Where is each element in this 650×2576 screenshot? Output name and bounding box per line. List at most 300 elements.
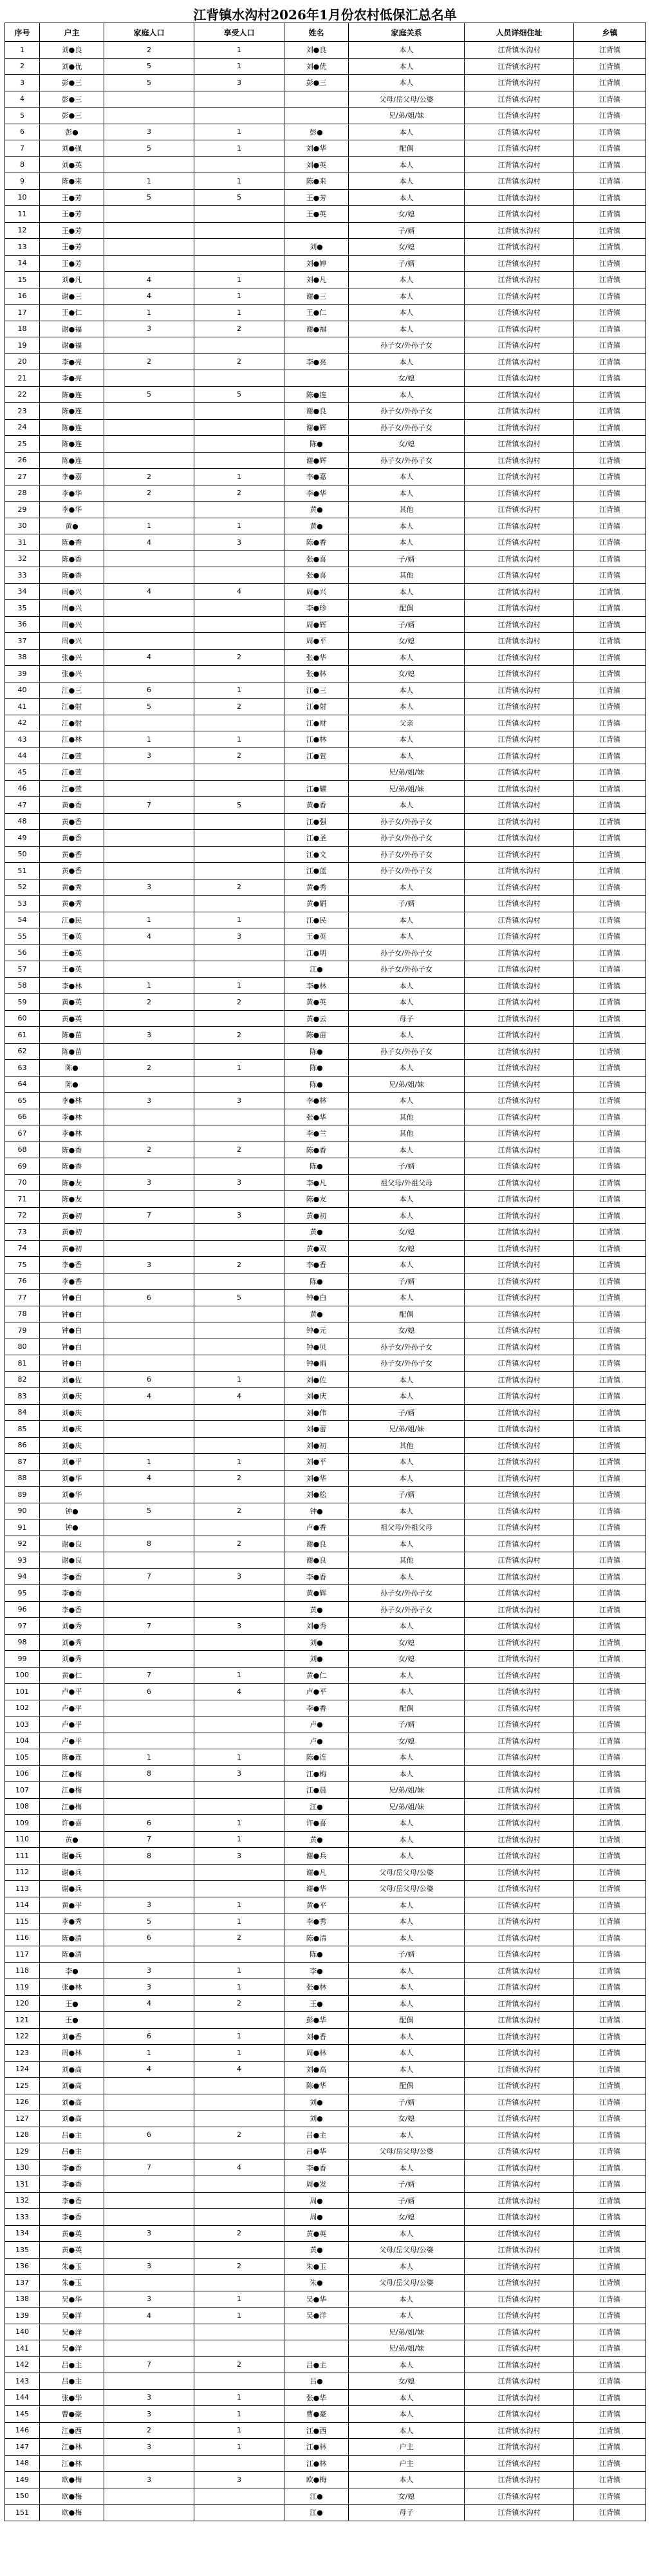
cell-household-size (104, 1487, 194, 1503)
cell-name: 张●华 (284, 2389, 349, 2406)
cell-beneficiaries: 1 (194, 2045, 284, 2062)
cell-beneficiaries: 1 (194, 1913, 284, 1930)
cell-township: 江背镇 (574, 1765, 646, 1782)
cell-index: 94 (5, 1568, 40, 1585)
cell-address: 江背镇水沟村 (465, 2258, 574, 2275)
table-row (5, 1848, 646, 1865)
cell-township: 江背镇 (574, 1470, 646, 1487)
cell-household-size: 7 (104, 1207, 194, 1224)
cell-household-size: 2 (104, 42, 194, 59)
cell-beneficiaries (194, 403, 284, 420)
cell-township: 江背镇 (574, 1125, 646, 1142)
cell-household-size: 4 (104, 649, 194, 666)
cell-beneficiaries: 1 (194, 1667, 284, 1684)
cell-beneficiaries: 1 (194, 42, 284, 59)
cell-beneficiaries (194, 2488, 284, 2505)
cell-householder: 黄●仁 (40, 1667, 104, 1684)
table-row (5, 2324, 646, 2340)
cell-township: 江背镇 (574, 2406, 646, 2423)
cell-beneficiaries: 3 (194, 534, 284, 551)
cell-address: 江背镇水沟村 (465, 2340, 574, 2357)
cell-address: 江背镇水沟村 (465, 1487, 574, 1503)
cell-beneficiaries: 1 (194, 2028, 284, 2045)
cell-household-size: 3 (104, 1897, 194, 1913)
cell-beneficiaries: 2 (194, 353, 284, 370)
cell-index: 42 (5, 715, 40, 731)
cell-index: 95 (5, 1585, 40, 1602)
cell-householder: 黄● (40, 518, 104, 534)
cell-name: 谢●福 (284, 321, 349, 337)
cell-address: 江背镇水沟村 (465, 830, 574, 847)
cell-township: 江背镇 (574, 452, 646, 469)
table-row (5, 550, 646, 567)
cell-relation: 本人 (349, 2061, 465, 2078)
cell-index: 102 (5, 1700, 40, 1716)
cell-relation: 女/媳 (349, 1634, 465, 1651)
cell-beneficiaries: 1 (194, 1815, 284, 1832)
cell-household-size (104, 1322, 194, 1339)
table-row (5, 1306, 646, 1322)
cell-beneficiaries: 1 (194, 1831, 284, 1848)
cell-name: 吕●华 (284, 2143, 349, 2160)
table-row (5, 830, 646, 847)
cell-address: 江背镇水沟村 (465, 2045, 574, 2062)
cell-index: 124 (5, 2061, 40, 2078)
cell-beneficiaries (194, 206, 284, 223)
cell-relation: 本人 (349, 1027, 465, 1044)
cell-household-size (104, 1010, 194, 1027)
cell-relation: 女/媳 (349, 2111, 465, 2127)
cell-index: 111 (5, 1848, 40, 1865)
cell-name: 刘● (284, 2111, 349, 2127)
cell-beneficiaries (194, 502, 284, 518)
cell-beneficiaries (194, 2455, 284, 2472)
cell-relation: 本人 (349, 1568, 465, 1585)
cell-township: 江背镇 (574, 2094, 646, 2111)
cell-beneficiaries: 2 (194, 879, 284, 896)
cell-household-size: 4 (104, 1388, 194, 1405)
cell-householder: 黄●英 (40, 1010, 104, 1027)
cell-index: 44 (5, 747, 40, 764)
header-cell: 姓名 (284, 23, 349, 42)
cell-relation: 本人 (349, 1815, 465, 1832)
cell-name: 周●发 (284, 2176, 349, 2193)
cell-household-size: 1 (104, 2045, 194, 2062)
table-row (5, 1421, 646, 1438)
cell-name: 刘●英 (284, 156, 349, 173)
cell-beneficiaries (194, 1864, 284, 1881)
cell-index: 23 (5, 403, 40, 420)
cell-index: 85 (5, 1421, 40, 1438)
cell-name: 陈●来 (284, 173, 349, 190)
cell-householder: 欧●梅 (40, 2472, 104, 2488)
cell-township: 江背镇 (574, 2258, 646, 2275)
table-row (5, 1765, 646, 1782)
cell-township: 江背镇 (574, 2308, 646, 2324)
cell-beneficiaries (194, 567, 284, 584)
cell-name (284, 91, 349, 108)
cell-index: 54 (5, 912, 40, 928)
cell-household-size (104, 2111, 194, 2127)
cell-name: 李●亮 (284, 353, 349, 370)
cell-beneficiaries (194, 666, 284, 682)
cell-name (284, 2324, 349, 2340)
cell-householder: 钟●白 (40, 1322, 104, 1339)
cell-household-size: 3 (104, 879, 194, 896)
cell-household-size: 6 (104, 2127, 194, 2143)
cell-beneficiaries: 1 (194, 1371, 284, 1388)
cell-householder: 王●芳 (40, 206, 104, 223)
cell-township: 江背镇 (574, 2488, 646, 2505)
cell-householder: 彭●三 (40, 91, 104, 108)
cell-index: 63 (5, 1060, 40, 1076)
cell-householder: 刘●庆 (40, 1388, 104, 1405)
cell-household-size (104, 502, 194, 518)
cell-householder: 李●亮 (40, 353, 104, 370)
cell-beneficiaries: 1 (194, 682, 284, 699)
cell-township: 江背镇 (574, 928, 646, 945)
cell-relation: 女/媳 (349, 2488, 465, 2505)
cell-householder: 江●梅 (40, 1765, 104, 1782)
cell-household-size (104, 1651, 194, 1668)
table-row (5, 1158, 646, 1175)
cell-beneficiaries: 2 (194, 1930, 284, 1946)
cell-name: 李●林 (284, 977, 349, 994)
cell-household-size: 3 (104, 1174, 194, 1191)
table-row (5, 140, 646, 157)
cell-householder: 陈●连 (40, 386, 104, 403)
cell-beneficiaries (194, 1273, 284, 1290)
cell-householder: 李●华 (40, 485, 104, 502)
table-row (5, 961, 646, 978)
cell-relation: 其他 (349, 1552, 465, 1569)
table-row (5, 2258, 646, 2275)
table-body (5, 42, 646, 2521)
cell-household-size: 3 (104, 1257, 194, 1274)
cell-name: 江●晨 (284, 1782, 349, 1799)
cell-household-size (104, 1437, 194, 1454)
cell-index: 91 (5, 1519, 40, 1536)
cell-name: 钟● (284, 1503, 349, 1519)
cell-township: 江背镇 (574, 813, 646, 830)
cell-householder: 王●仁 (40, 305, 104, 321)
cell-relation: 孙子女/外孙子女 (349, 846, 465, 863)
cell-name: 朱● (284, 2275, 349, 2291)
cell-household-size: 1 (104, 1749, 194, 1766)
cell-index: 16 (5, 288, 40, 305)
cell-address: 江背镇水沟村 (465, 649, 574, 666)
cell-index: 14 (5, 255, 40, 272)
cell-name: 江●财 (284, 715, 349, 731)
cell-householder: 陈● (40, 1076, 104, 1093)
cell-relation: 女/媳 (349, 370, 465, 387)
cell-household-size: 8 (104, 1765, 194, 1782)
cell-householder: 李● (40, 1962, 104, 1979)
cell-beneficiaries: 2 (194, 321, 284, 337)
cell-township: 江背镇 (574, 896, 646, 912)
cell-relation: 父母/岳父母/公婆 (349, 1881, 465, 1897)
cell-household-size: 6 (104, 2028, 194, 2045)
table-row (5, 1125, 646, 1142)
cell-township: 江背镇 (574, 2356, 646, 2373)
cell-beneficiaries (194, 2505, 284, 2521)
cell-household-size: 5 (104, 699, 194, 715)
cell-household-size (104, 1733, 194, 1749)
cell-householder: 黄●香 (40, 846, 104, 863)
cell-address: 江背镇水沟村 (465, 2389, 574, 2406)
cell-relation: 女/媳 (349, 436, 465, 453)
cell-household-size: 1 (104, 912, 194, 928)
cell-name: 陈●苗 (284, 1027, 349, 1044)
cell-township: 江背镇 (574, 2373, 646, 2390)
cell-householder: 周●兴 (40, 633, 104, 650)
cell-householder: 谢●良 (40, 1536, 104, 1552)
table-row (5, 2012, 646, 2029)
cell-address: 江背镇水沟村 (465, 1290, 574, 1306)
cell-householder: 刘●高 (40, 2061, 104, 2078)
cell-name: 刘●婷 (284, 255, 349, 272)
cell-beneficiaries: 3 (194, 1568, 284, 1585)
cell-township: 江背镇 (574, 649, 646, 666)
cell-township: 江背镇 (574, 2340, 646, 2357)
cell-address: 江背镇水沟村 (465, 2422, 574, 2439)
cell-householder: 黄●平 (40, 1897, 104, 1913)
cell-household-size (104, 2242, 194, 2259)
cell-householder: 刘●佐 (40, 1371, 104, 1388)
table-row (5, 255, 646, 272)
cell-household-size (104, 337, 194, 354)
cell-householder: 钟● (40, 1503, 104, 1519)
cell-householder: 陈●香 (40, 1158, 104, 1175)
cell-householder: 李●林 (40, 1125, 104, 1142)
cell-beneficiaries: 1 (194, 1060, 284, 1076)
cell-index: 52 (5, 879, 40, 896)
cell-beneficiaries: 5 (194, 386, 284, 403)
header-cell: 户主 (40, 23, 104, 42)
cell-township: 江背镇 (574, 1290, 646, 1306)
cell-index: 114 (5, 1897, 40, 1913)
cell-household-size: 3 (104, 1093, 194, 1109)
cell-name: 黄● (284, 2242, 349, 2259)
cell-index: 144 (5, 2389, 40, 2406)
cell-address: 江背镇水沟村 (465, 1339, 574, 1355)
table-row (5, 2291, 646, 2308)
cell-index: 123 (5, 2045, 40, 2062)
table-row (5, 731, 646, 748)
cell-township: 江背镇 (574, 1027, 646, 1044)
cell-beneficiaries (194, 1946, 284, 1963)
cell-address: 江背镇水沟村 (465, 305, 574, 321)
cell-index: 112 (5, 1864, 40, 1881)
table-row (5, 1109, 646, 1125)
cell-index: 120 (5, 1995, 40, 2012)
cell-beneficiaries: 3 (194, 1093, 284, 1109)
cell-township: 江背镇 (574, 2061, 646, 2078)
cell-index: 99 (5, 1651, 40, 1668)
cell-address: 江背镇水沟村 (465, 994, 574, 1011)
cell-household-size (104, 896, 194, 912)
cell-address: 江背镇水沟村 (465, 1519, 574, 1536)
cell-name: 钟●贝 (284, 1339, 349, 1355)
cell-index: 122 (5, 2028, 40, 2045)
cell-address: 江背镇水沟村 (465, 534, 574, 551)
cell-address: 江背镇水沟村 (465, 42, 574, 59)
cell-name: 刘●秀 (284, 1618, 349, 1635)
table-row (5, 747, 646, 764)
table-row (5, 2209, 646, 2226)
cell-index: 59 (5, 994, 40, 1011)
cell-name: 江●三 (284, 682, 349, 699)
cell-index: 55 (5, 928, 40, 945)
cell-householder: 陈●香 (40, 534, 104, 551)
cell-index: 5 (5, 108, 40, 124)
cell-beneficiaries: 1 (194, 2422, 284, 2439)
cell-township: 江背镇 (574, 879, 646, 896)
cell-beneficiaries (194, 863, 284, 879)
cell-relation: 孙子女/外孙子女 (349, 403, 465, 420)
cell-township: 江背镇 (574, 1142, 646, 1158)
cell-name: 江●林 (284, 2439, 349, 2456)
table-row (5, 945, 646, 961)
table-row (5, 1454, 646, 1471)
cell-township: 江背镇 (574, 2045, 646, 2062)
cell-name: 黄●初 (284, 1207, 349, 1224)
cell-relation: 其他 (349, 1437, 465, 1454)
table-row (5, 699, 646, 715)
cell-relation: 本人 (349, 1257, 465, 1274)
cell-relation: 本人 (349, 928, 465, 945)
cell-township: 江背镇 (574, 1995, 646, 2012)
cell-beneficiaries: 1 (194, 1979, 284, 1996)
cell-address: 江背镇水沟村 (465, 1634, 574, 1651)
cell-householder: 王●芳 (40, 255, 104, 272)
cell-township: 江背镇 (574, 1733, 646, 1749)
table-row (5, 2406, 646, 2423)
cell-beneficiaries: 4 (194, 583, 284, 600)
table-row (5, 2028, 646, 2045)
cell-relation: 本人 (349, 1142, 465, 1158)
cell-address: 江背镇水沟村 (465, 616, 574, 633)
cell-address: 江背镇水沟村 (465, 485, 574, 502)
cell-householder: 江●萱 (40, 747, 104, 764)
table-row (5, 419, 646, 436)
cell-relation: 本人 (349, 2258, 465, 2275)
cell-name: 刘●凡 (284, 272, 349, 288)
cell-address: 江背镇水沟村 (465, 1142, 574, 1158)
table-row (5, 666, 646, 682)
cell-relation: 子/婿 (349, 550, 465, 567)
cell-township: 江背镇 (574, 1010, 646, 1027)
cell-beneficiaries (194, 1700, 284, 1716)
cell-address: 江背镇水沟村 (465, 370, 574, 387)
cell-name: 卢●香 (284, 1519, 349, 1536)
cell-householder: 卢●平 (40, 1700, 104, 1716)
cell-township: 江背镇 (574, 567, 646, 584)
cell-address: 江背镇水沟村 (465, 1765, 574, 1782)
cell-relation: 本人 (349, 42, 465, 59)
cell-householder: 李●香 (40, 1585, 104, 1602)
cell-index: 39 (5, 666, 40, 682)
cell-householder: 刘●庆 (40, 1421, 104, 1438)
cell-relation: 父母/岳父母/公婆 (349, 2242, 465, 2259)
cell-beneficiaries (194, 156, 284, 173)
cell-township: 江背镇 (574, 75, 646, 91)
cell-beneficiaries: 1 (194, 912, 284, 928)
cell-householder: 江●射 (40, 699, 104, 715)
cell-household-size (104, 1355, 194, 1372)
cell-relation: 孙子女/外孙子女 (349, 945, 465, 961)
cell-householder: 吴●洋 (40, 2308, 104, 2324)
cell-township: 江背镇 (574, 419, 646, 436)
cell-householder: 黄●初 (40, 1224, 104, 1241)
cell-relation: 女/媳 (349, 206, 465, 223)
cell-address: 江背镇水沟村 (465, 1158, 574, 1175)
cell-address: 江背镇水沟村 (465, 75, 574, 91)
cell-township: 江背镇 (574, 2209, 646, 2226)
cell-index: 90 (5, 1503, 40, 1519)
cell-beneficiaries (194, 1010, 284, 1027)
cell-index: 115 (5, 1913, 40, 1930)
table-row (5, 2159, 646, 2176)
cell-index: 49 (5, 830, 40, 847)
table-row (5, 1487, 646, 1503)
cell-name (284, 2340, 349, 2357)
cell-township: 江背镇 (574, 1782, 646, 1799)
cell-address: 江背镇水沟村 (465, 2143, 574, 2160)
cell-householder: 李●香 (40, 1601, 104, 1618)
cell-township: 江背镇 (574, 600, 646, 617)
cell-beneficiaries (194, 2242, 284, 2259)
cell-household-size (104, 1306, 194, 1322)
cell-township: 江背镇 (574, 1093, 646, 1109)
cell-address: 江背镇水沟村 (465, 2308, 574, 2324)
cell-beneficiaries: 5 (194, 797, 284, 814)
cell-beneficiaries (194, 961, 284, 978)
cell-relation: 子/婿 (349, 2176, 465, 2193)
cell-beneficiaries: 3 (194, 1174, 284, 1191)
cell-name: 陈●清 (284, 1930, 349, 1946)
cell-relation: 父母/岳父母/公婆 (349, 2275, 465, 2291)
cell-address: 江背镇水沟村 (465, 912, 574, 928)
cell-relation: 本人 (349, 156, 465, 173)
cell-township: 江背镇 (574, 321, 646, 337)
cell-name: 张●华 (284, 1109, 349, 1125)
cell-household-size (104, 206, 194, 223)
table-row (5, 436, 646, 453)
cell-relation: 本人 (349, 305, 465, 321)
cell-name: 江●蓝 (284, 863, 349, 879)
table-row (5, 583, 646, 600)
cell-household-size (104, 2505, 194, 2521)
table-row (5, 370, 646, 387)
cell-relation: 本人 (349, 1897, 465, 1913)
table-row (5, 2275, 646, 2291)
cell-beneficiaries: 1 (194, 2308, 284, 2324)
cell-household-size (104, 780, 194, 797)
cell-address: 江背镇水沟村 (465, 189, 574, 206)
cell-index: 10 (5, 189, 40, 206)
table-row (5, 2356, 646, 2373)
cell-householder: 谢●良 (40, 1552, 104, 1569)
cell-name: 钟●白 (284, 1290, 349, 1306)
cell-township: 江背镇 (574, 1815, 646, 1832)
cell-index: 140 (5, 2324, 40, 2340)
cell-index: 84 (5, 1404, 40, 1421)
cell-relation: 兄/弟/姐/妹 (349, 1076, 465, 1093)
cell-index: 29 (5, 502, 40, 518)
table-row (5, 2176, 646, 2193)
cell-household-size (104, 1158, 194, 1175)
